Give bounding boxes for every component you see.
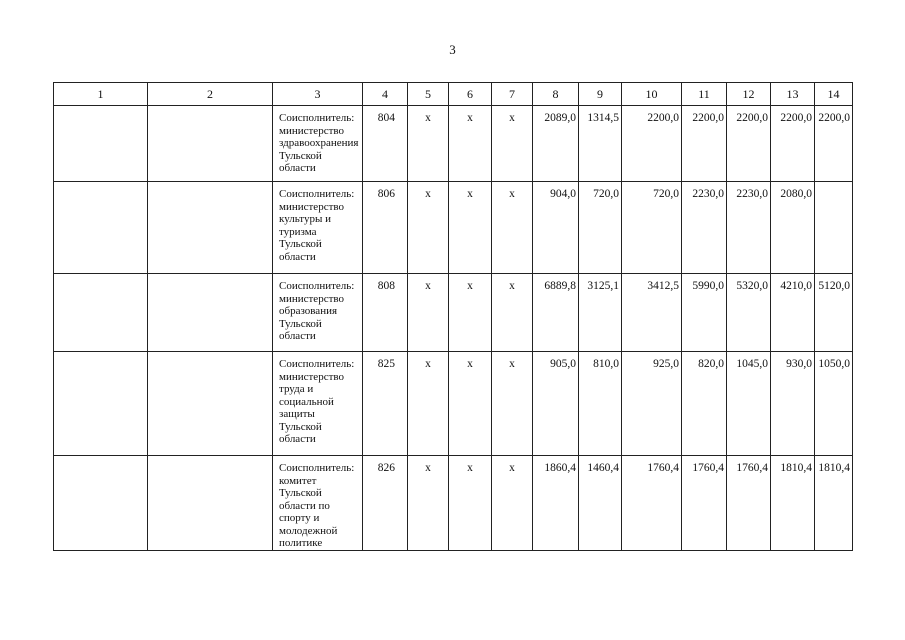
cell-description: Соисполнитель: министерство культуры и туризма Тульской области <box>273 182 363 274</box>
cell-col7: x <box>492 106 533 182</box>
cell-col7: x <box>492 456 533 551</box>
cell-code: 826 <box>363 456 408 551</box>
cell-col10: 1760,4 <box>622 456 682 551</box>
cell-col8: 904,0 <box>533 182 579 274</box>
cell-code: 825 <box>363 352 408 456</box>
column-header-9: 9 <box>579 83 622 106</box>
cell-col6: x <box>449 182 492 274</box>
cell-col14 <box>815 182 853 274</box>
cell-col6: x <box>449 106 492 182</box>
cell-col1 <box>54 274 148 352</box>
column-header-4: 4 <box>363 83 408 106</box>
cell-col14: 2200,0 <box>815 106 853 182</box>
cell-col5: x <box>408 182 449 274</box>
cell-col2 <box>148 456 273 551</box>
table-row <box>54 106 853 182</box>
cell-col14: 5120,0 <box>815 274 853 352</box>
table-row <box>54 456 853 551</box>
cell-col12: 1045,0 <box>727 352 771 456</box>
cell-col10: 925,0 <box>622 352 682 456</box>
cell-col8: 1860,4 <box>533 456 579 551</box>
cell-col13: 930,0 <box>771 352 815 456</box>
cell-col14: 1050,0 <box>815 352 853 456</box>
column-header-5: 5 <box>408 83 449 106</box>
cell-col9: 1460,4 <box>579 456 622 551</box>
table-row <box>54 274 853 352</box>
cell-col7: x <box>492 274 533 352</box>
cell-col12: 2230,0 <box>727 182 771 274</box>
cell-description: Соисполнитель: министерство образования Тульской области <box>273 274 363 352</box>
table-row <box>54 182 853 274</box>
header-row <box>54 83 853 106</box>
cell-col8: 905,0 <box>533 352 579 456</box>
cell-col10: 720,0 <box>622 182 682 274</box>
cell-code: 808 <box>363 274 408 352</box>
cell-col10: 2200,0 <box>622 106 682 182</box>
column-header-8: 8 <box>533 83 579 106</box>
cell-col11: 1760,4 <box>682 456 727 551</box>
cell-col2 <box>148 352 273 456</box>
cell-code: 806 <box>363 182 408 274</box>
cell-code: 804 <box>363 106 408 182</box>
cell-col5: x <box>408 106 449 182</box>
cell-col6: x <box>449 274 492 352</box>
cell-col7: x <box>492 182 533 274</box>
column-header-2: 2 <box>148 83 273 106</box>
cell-description: Соисполнитель: комитет Тульской области по спорту и молодежной политике <box>273 456 363 551</box>
column-header-14: 14 <box>815 83 853 106</box>
cell-col7: x <box>492 352 533 456</box>
cell-col1 <box>54 106 148 182</box>
cell-description: Соисполнитель: министерство труда и социальной защиты Тульской области <box>273 352 363 456</box>
cell-col8: 2089,0 <box>533 106 579 182</box>
column-header-1: 1 <box>54 83 148 106</box>
cell-col14: 1810,4 <box>815 456 853 551</box>
cell-col11: 2230,0 <box>682 182 727 274</box>
cell-col11: 820,0 <box>682 352 727 456</box>
cell-col13: 2200,0 <box>771 106 815 182</box>
column-header-3: 3 <box>273 83 363 106</box>
cell-col6: x <box>449 456 492 551</box>
table-row <box>54 352 853 456</box>
cell-col9: 720,0 <box>579 182 622 274</box>
cell-col2 <box>148 106 273 182</box>
cell-col12: 2200,0 <box>727 106 771 182</box>
cell-col12: 1760,4 <box>727 456 771 551</box>
cell-col9: 810,0 <box>579 352 622 456</box>
column-header-10: 10 <box>622 83 682 106</box>
cell-col10: 3412,5 <box>622 274 682 352</box>
cell-col2 <box>148 182 273 274</box>
cell-col13: 2080,0 <box>771 182 815 274</box>
cell-col1 <box>54 456 148 551</box>
column-header-11: 11 <box>682 83 727 106</box>
cell-col5: x <box>408 352 449 456</box>
column-header-12: 12 <box>727 83 771 106</box>
cell-col11: 5990,0 <box>682 274 727 352</box>
cell-col9: 3125,1 <box>579 274 622 352</box>
cell-col1 <box>54 182 148 274</box>
cell-col2 <box>148 274 273 352</box>
budget-table <box>53 82 853 551</box>
cell-col13: 4210,0 <box>771 274 815 352</box>
column-header-13: 13 <box>771 83 815 106</box>
column-header-7: 7 <box>492 83 533 106</box>
column-header-6: 6 <box>449 83 492 106</box>
cell-col5: x <box>408 274 449 352</box>
cell-col1 <box>54 352 148 456</box>
cell-col9: 1314,5 <box>579 106 622 182</box>
cell-col11: 2200,0 <box>682 106 727 182</box>
cell-col12: 5320,0 <box>727 274 771 352</box>
cell-col5: x <box>408 456 449 551</box>
page-number: 3 <box>449 42 456 57</box>
cell-description: Соисполнитель: министерство здравоохранения Тульской области <box>273 106 363 182</box>
cell-col6: x <box>449 352 492 456</box>
cell-col13: 1810,4 <box>771 456 815 551</box>
cell-col8: 6889,8 <box>533 274 579 352</box>
